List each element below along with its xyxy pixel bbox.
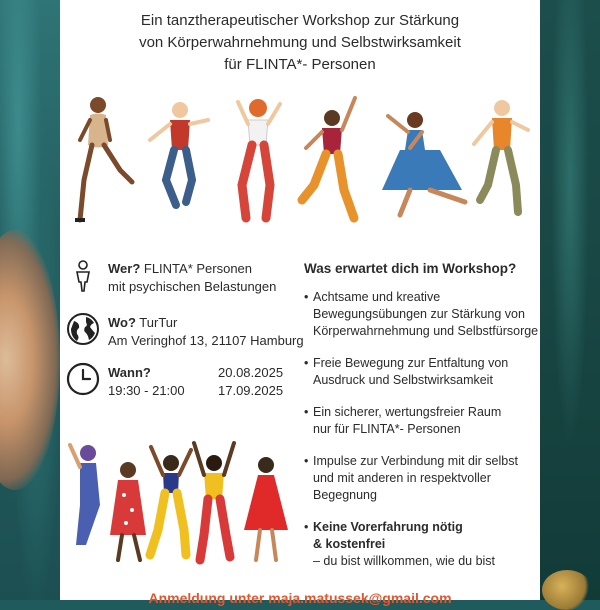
when-label: Wann? xyxy=(108,365,151,380)
list-item-line: • Freie Bewegung zur Entfaltung von xyxy=(313,356,509,370)
who-label: Wer? xyxy=(108,261,141,276)
list-item-line: Ausdruck und Selbstwirksamkeit xyxy=(313,373,493,387)
where-address: Am Veringhof 13, 21107 Hamburg xyxy=(108,333,304,348)
dancer-figure xyxy=(75,97,132,222)
list-item-line: • Keine Vorerfahrung nötig xyxy=(313,520,463,534)
dancer-figure xyxy=(474,100,528,212)
where-label: Wo? xyxy=(108,315,136,330)
intro-line-1: Ein tanztherapeutischer Workshop zur Stärkung xyxy=(140,12,460,29)
when-time: 19:30 - 21:00 xyxy=(108,383,185,398)
intro-text xyxy=(60,10,540,76)
list-item-line: – du bist willkommen, wie du bist xyxy=(313,554,496,568)
workshop-heading: Was erwartet dich im Workshop? xyxy=(304,261,517,276)
dancer-figure xyxy=(70,445,100,545)
dancer-figure xyxy=(150,447,191,555)
clock-icon xyxy=(66,362,100,396)
workshop-list xyxy=(304,289,539,570)
list-item xyxy=(304,404,536,438)
globe-icon xyxy=(66,312,100,346)
registration-text: Anmeldung unter maja.matussek@gmail.com xyxy=(148,590,452,606)
list-item-line: Begegnung xyxy=(313,488,377,502)
intro-line-2: von Körperwahrnehmung und Selbstwirksamkeit xyxy=(139,34,461,51)
who-detail: mit psychischen Belastungen xyxy=(108,279,277,294)
dancer-figure xyxy=(194,443,234,560)
list-item xyxy=(304,289,539,340)
list-item-line: • Ein sicherer, wertungsfreier Raum xyxy=(313,405,502,419)
dancer-figure xyxy=(110,462,146,560)
intro-line-3: für FLINTA*- Personen xyxy=(224,56,376,73)
dancers-illustration-top xyxy=(70,90,530,240)
when-date-2: 17.09.2025 xyxy=(218,383,284,398)
flyer-card xyxy=(60,0,540,606)
where-text: TurTur xyxy=(135,315,178,330)
dancer-figure xyxy=(302,98,355,218)
who-text: FLINTA* Personen xyxy=(140,261,253,276)
list-item-line: • Impulse zur Verbindung mit dir selbst xyxy=(313,454,518,468)
background-ornament xyxy=(542,570,592,610)
dancer-figure xyxy=(238,99,280,218)
when-date-1: 20.08.2025 xyxy=(218,365,284,380)
list-item-line: Körperwahrnehmung und Selbstfürsorge xyxy=(313,324,539,338)
background-left xyxy=(0,0,60,600)
list-item-line: & kostenfrei xyxy=(313,537,386,551)
list-item-line: und mit anderen in respektvoller xyxy=(313,471,491,485)
list-item-line: nur für FLINTA*- Personen xyxy=(313,422,461,436)
dancers-illustration-bottom xyxy=(66,435,296,570)
dancer-figure xyxy=(150,102,208,205)
workshop-section xyxy=(304,260,539,585)
background-glow xyxy=(0,230,60,490)
list-item xyxy=(304,519,536,570)
list-item-line: • Achtsame und kreative xyxy=(313,290,441,304)
list-item xyxy=(304,453,536,504)
background-right xyxy=(540,0,600,600)
list-item-line: Bewegungsübungen zur Stärkung von xyxy=(313,307,525,321)
list-item xyxy=(304,355,536,389)
dancer-figure xyxy=(382,112,465,215)
person-icon xyxy=(66,258,100,292)
dancer-figure xyxy=(244,457,288,560)
